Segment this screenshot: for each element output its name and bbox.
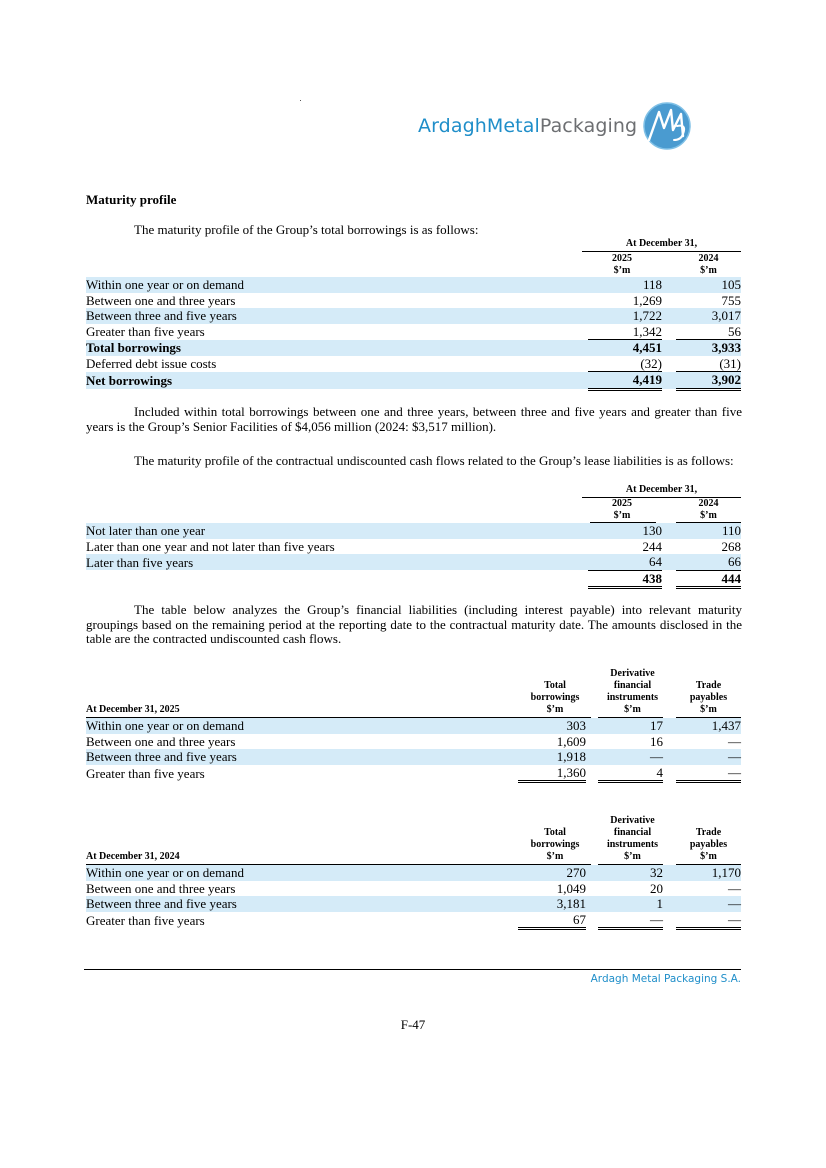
row-label: Within one year or on demand	[86, 277, 588, 293]
table-row	[86, 372, 741, 390]
row-label: Between one and three years	[86, 292, 236, 308]
table-row	[86, 539, 741, 555]
trade-payables-value: 1,437	[676, 718, 741, 734]
table-row-total	[86, 570, 741, 588]
value-2025: 1,722	[588, 308, 662, 324]
value-2025: 4,419	[588, 372, 662, 390]
value-2024: 56	[676, 324, 741, 340]
row-label: Greater than five years	[86, 765, 205, 781]
total-2024: 444	[676, 570, 741, 588]
value-2024: 3,017	[676, 308, 741, 324]
derivatives-value: 32	[598, 865, 663, 881]
row-label: Total borrowings	[86, 340, 588, 356]
row-label: Between one and three years	[86, 733, 236, 749]
value-2025: 130	[588, 523, 662, 539]
trade-payables-value: —	[728, 880, 741, 896]
value-2024: 755	[721, 292, 741, 308]
derivatives-value: 4	[598, 765, 663, 782]
table-row	[86, 308, 741, 324]
row-label: Within one year or on demand	[86, 718, 518, 734]
table-row	[86, 912, 741, 929]
t3-date-label: At December 31, 2025	[86, 704, 180, 715]
table-row	[86, 734, 741, 750]
borrowings-maturity-table	[86, 277, 741, 391]
t4-col2-h1: Derivative	[610, 815, 655, 826]
logo-wordmark	[418, 115, 637, 137]
value-2024: 3,902	[676, 372, 741, 390]
row-label: Between one and three years	[86, 880, 236, 896]
t3-col2-h1: Derivative	[610, 668, 655, 679]
trade-payables-value: —	[676, 912, 741, 929]
footer-rule	[84, 969, 741, 970]
derivatives-value: 20	[650, 880, 663, 896]
derivatives-value: 16	[650, 733, 663, 749]
liabilities-2025-table	[86, 718, 741, 783]
total-borrowings-value: 67	[518, 912, 586, 929]
derivatives-value: 17	[598, 718, 663, 734]
table-row	[86, 749, 741, 765]
t3-col1-h2: borrowings	[530, 692, 580, 703]
t4-col2-h3: instruments	[606, 839, 659, 850]
value-2025: (32)	[588, 356, 662, 372]
row-label: Between three and five years	[86, 896, 518, 912]
t3-col3-h2: payables	[689, 692, 728, 703]
trade-payables-value: 1,170	[676, 865, 741, 881]
para3-text: The maturity profile of the contractual undiscounted cash flows related to the Group’s lease liabilities is as follows:	[134, 453, 734, 468]
t3-col3-unit: $’m	[700, 704, 717, 715]
t4-col1-h1: Total	[544, 827, 566, 838]
value-2025: 4,451	[588, 340, 662, 356]
trade-payables-value: —	[728, 733, 741, 749]
total-borrowings-value: 1,609	[556, 733, 586, 749]
t2-col1-unit: $’m	[613, 510, 631, 521]
value-2024: 268	[721, 538, 741, 554]
para2-text: Included within total borrowings between one and three years, between three and five years and greater than five years is the Group’s Senior Facilities of $4,056 million (2024: $3,517 million).	[86, 404, 742, 434]
t4-col3-h1: Trade	[695, 827, 722, 838]
t4-col2-unit: $’m	[624, 851, 641, 862]
trade-payables-value: —	[676, 896, 741, 912]
para4-text: The table below analyzes the Group’s financial liabilities (including interest payable) into relevant maturity groupings based on the remaining period at the reporting date to the contractual maturity date. The amounts disclosed in the table are the contracted undiscounted cash flows.	[86, 602, 742, 646]
value-2025: 64	[588, 554, 662, 570]
section-title: Maturity profile	[86, 192, 177, 207]
value-2024: 3,933	[676, 340, 741, 356]
t2-period-header: At December 31,	[625, 484, 698, 495]
row-label: Later than one year and not later than five years	[86, 538, 335, 554]
total-borrowings-value: 1,918	[518, 749, 586, 765]
total-borrowings-value: 1,360	[518, 765, 586, 782]
value-2024: 105	[676, 277, 741, 293]
t1-period-header: At December 31,	[625, 238, 698, 249]
t4-col1-unit: $’m	[546, 851, 564, 862]
intro-text: The maturity profile of the Group’s total borrowings is as follows:	[134, 222, 479, 237]
page-number: F-47	[400, 1017, 426, 1032]
table-row	[86, 293, 741, 309]
total-borrowings-value: 270	[518, 865, 586, 881]
amp-logo-mark-icon	[641, 100, 693, 152]
row-label: Net borrowings	[86, 372, 588, 390]
senior-facilities-paragraph	[86, 405, 742, 434]
table-row	[86, 718, 741, 734]
financial-liabilities-paragraph	[86, 603, 742, 647]
trade-payables-value: —	[676, 765, 741, 782]
t4-date-label: At December 31, 2024	[86, 851, 180, 862]
table-row	[86, 765, 741, 782]
table-row	[86, 340, 741, 356]
derivatives-value: 1	[598, 896, 663, 912]
t3-col2-h2: financial	[613, 680, 652, 691]
row-label: Between three and five years	[86, 308, 588, 324]
t3-col2-h3: instruments	[606, 692, 659, 703]
table-row	[86, 324, 741, 340]
t4-col1-h2: borrowings	[530, 839, 580, 850]
logo-word-ardagh: Ardagh	[418, 115, 487, 137]
value-2024: 110	[676, 523, 741, 539]
row-label: Within one year or on demand	[86, 865, 518, 881]
value-2025: 118	[588, 277, 662, 293]
derivatives-value: —	[598, 912, 663, 929]
table-row	[86, 523, 741, 539]
total-borrowings-value: 303	[518, 718, 586, 734]
table-row	[86, 881, 741, 897]
value-2025: 244	[642, 538, 662, 554]
table-row	[86, 554, 741, 570]
total-borrowings-value: 3,181	[518, 896, 586, 912]
table-row	[86, 356, 741, 372]
total-borrowings-value: 1,049	[556, 880, 586, 896]
value-2024: (31)	[676, 356, 741, 372]
t4-col3-unit: $’m	[700, 851, 717, 862]
intro-paragraph	[86, 223, 742, 238]
t3-col2-unit: $’m	[624, 704, 641, 715]
t1-col1-year: 2025	[612, 253, 632, 264]
table-row	[86, 896, 741, 912]
t1-col2-year: 2024	[698, 253, 719, 264]
t1-period-rule	[582, 251, 741, 252]
row-label: Greater than five years	[86, 912, 205, 928]
value-2024: 66	[676, 554, 741, 570]
row-label: Greater than five years	[86, 324, 205, 339]
t3-col1-unit: $’m	[546, 704, 564, 715]
t2-col2-unit: $’m	[700, 510, 717, 521]
value-2025: 1,269	[632, 292, 662, 308]
lease-maturity-table	[86, 523, 741, 589]
row-label: Deferred debt issue costs	[86, 356, 217, 371]
t2-col2-year: 2024	[698, 498, 719, 509]
lease-paragraph	[86, 454, 742, 469]
derivatives-value: —	[598, 749, 663, 765]
company-logo	[418, 100, 693, 152]
row-label: Later than five years	[86, 554, 588, 570]
t3-col1-h1: Total	[544, 680, 566, 691]
total-2025: 438	[588, 570, 662, 588]
row-label: Not later than one year	[86, 523, 588, 539]
row-label: Between three and five years	[86, 749, 518, 765]
liabilities-2024-table	[86, 865, 741, 930]
t4-col2-h2: financial	[613, 827, 652, 838]
footer-company-name: Ardagh Metal Packaging S.A.	[590, 973, 741, 985]
t1-col1-unit: $’m	[613, 265, 631, 276]
logo-word-packaging: Packaging	[539, 115, 638, 137]
table-row	[86, 277, 741, 293]
t3-col3-h1: Trade	[695, 680, 722, 691]
value-2025: 1,342	[588, 324, 662, 340]
table-row	[86, 865, 741, 881]
logo-word-metal: Metal	[486, 115, 540, 137]
t1-col2-unit: $’m	[700, 265, 717, 276]
t2-col1-year: 2025	[612, 498, 632, 509]
t4-col3-h2: payables	[689, 839, 728, 850]
trade-payables-value: —	[676, 749, 741, 765]
stray-dot	[300, 100, 301, 101]
